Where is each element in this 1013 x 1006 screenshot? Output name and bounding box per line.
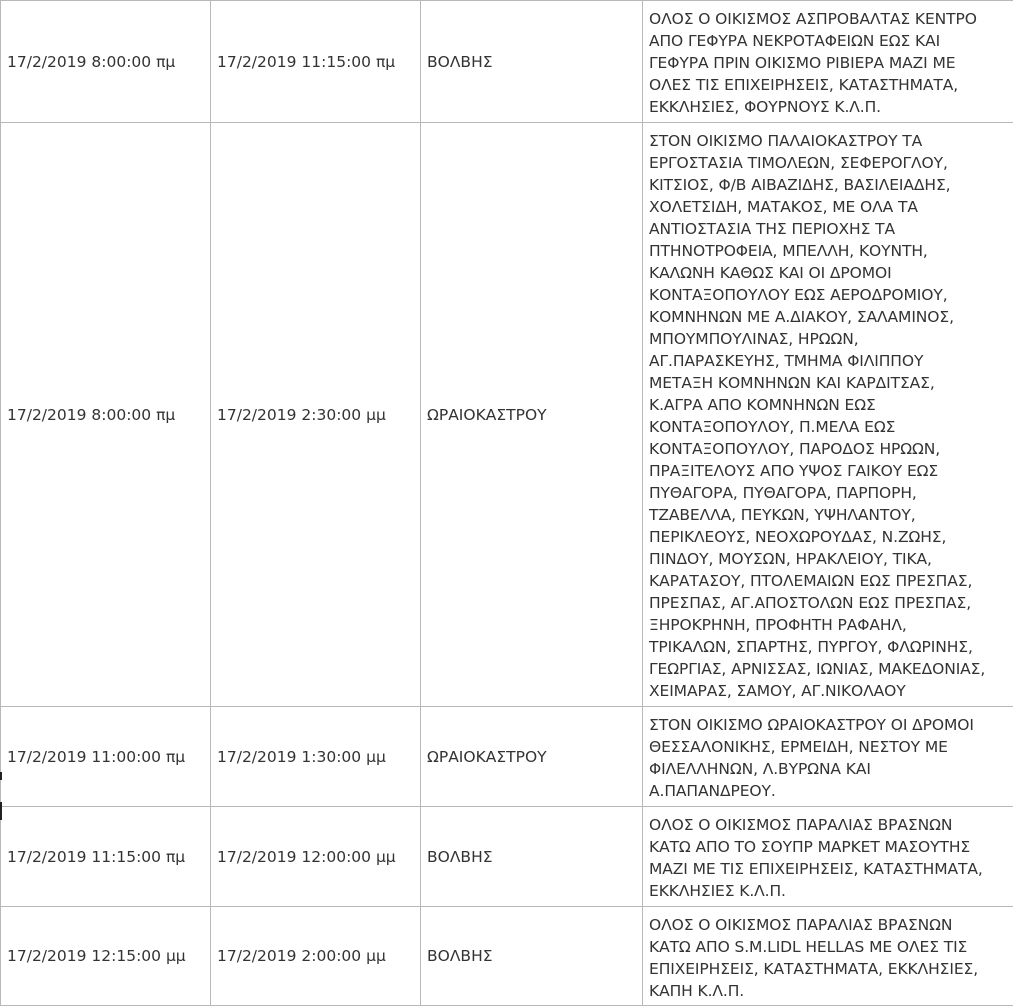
area-line: ΟΛΟΣ Ο ΟΙΚΙΣΜΟΣ ΑΣΠΡΟΒΑΛΤΑΣ ΚΕΝΤΡΟ [649, 8, 1007, 30]
municipality-cell: ΒΟΛΒΗΣ [421, 1, 643, 123]
area-line: ΚΟΝΤΑΞΟΠΟΥΛΟΥ ΕΩΣ ΑΕΡΟΔΡΟΜΙΟΥ, [649, 284, 1007, 306]
area-line: ΟΛΟΣ Ο ΟΙΚΙΣΜΟΣ ΠΑΡΑΛΙΑΣ ΒΡΑΣΝΩΝ [649, 914, 1007, 936]
area-line: ΠΙΝΔΟΥ, ΜΟΥΣΩΝ, ΗΡΑΚΛΕΙΟΥ, ΤΙΚΑ, [649, 548, 1007, 570]
end-time-cell: 17/2/2019 2:30:00 μμ [211, 123, 421, 707]
area-line: ΚΙΤΣΙΟΣ, Φ/Β ΑΙΒΑΖΙΔΗΣ, ΒΑΣΙΛΕΙΑΔΗΣ, [649, 174, 1007, 196]
area-line: ΑΝΤΙΟΣΤΑΣΙΑ ΤΗΣ ΠΕΡΙΟΧΗΣ ΤΑ [649, 218, 1007, 240]
affected-area-cell [643, 1, 1013, 123]
start-time-cell: 17/2/2019 11:15:00 πμ [1, 807, 211, 907]
end-time-cell: 17/2/2019 11:15:00 πμ [211, 1, 421, 123]
start-time-cell: 17/2/2019 8:00:00 πμ [1, 1, 211, 123]
area-line: ΑΓ.ΠΑΡΑΣΚΕΥΗΣ, ΤΜΗΜΑ ΦΙΛΙΠΠΟΥ [649, 350, 1007, 372]
start-time-cell: 17/2/2019 12:15:00 μμ [1, 907, 211, 1006]
area-line: ΜΑΖΙ ΜΕ ΤΙΣ ΕΠΙΧΕΙΡΗΣΕΙΣ, ΚΑΤΑΣΤΗΜΑΤΑ, [649, 858, 1007, 880]
area-line: ΠΕΡΙΚΛΕΟΥΣ, ΝΕΟΧΩΡΟΥΔΑΣ, Ν.ΖΩΗΣ, [649, 526, 1007, 548]
area-line: ΘΕΣΣΑΛΟΝΙΚΗΣ, ΕΡΜΕΙΔΗ, ΝΕΣΤΟΥ ΜΕ [649, 736, 1007, 758]
table-row [1, 907, 1013, 1006]
area-line: ΧΕΙΜΑΡΑΣ, ΣΑΜΟΥ, ΑΓ.ΝΙΚΟΛΑΟΥ [649, 680, 1007, 702]
area-line: ΚΑΠΗ Κ.Λ.Π. [649, 980, 1007, 1002]
area-line: ΕΚΚΛΗΣΙΕΣ, ΦΟΥΡΝΟΥΣ Κ.Λ.Π. [649, 96, 1007, 118]
area-line: ΤΖΑΒΕΛΛΑ, ΠΕΥΚΩΝ, ΥΨΗΛΑΝΤΟΥ, [649, 504, 1007, 526]
area-line: ΚΟΝΤΑΞΟΠΟΥΛΟΥ, ΠΑΡΟΔΟΣ ΗΡΩΩΝ, [649, 438, 1007, 460]
area-line: ΑΠΟ ΓΕΦΥΡΑ ΝΕΚΡΟΤΑΦΕΙΩΝ ΕΩΣ ΚΑΙ [649, 30, 1007, 52]
end-time-cell: 17/2/2019 2:00:00 μμ [211, 907, 421, 1006]
affected-area-cell [643, 707, 1013, 807]
start-time-cell: 17/2/2019 11:00:00 πμ [1, 707, 211, 807]
area-line: ΚΑΤΩ ΑΠΟ S.M.LIDL HELLAS ΜΕ ΟΛΕΣ ΤΙΣ [649, 936, 1007, 958]
end-time-cell: 17/2/2019 12:00:00 μμ [211, 807, 421, 907]
area-line: ΞΗΡΟΚΡΗΝΗ, ΠΡΟΦΗΤΗ ΡΑΦΑΗΛ, [649, 614, 1007, 636]
left-edge-mark [0, 802, 2, 820]
area-line: ΟΛΕΣ ΤΙΣ ΕΠΙΧΕΙΡΗΣΕΙΣ, ΚΑΤΑΣΤΗΜΑΤΑ, [649, 74, 1007, 96]
area-line: ΕΠΙΧΕΙΡΗΣΕΙΣ, ΚΑΤΑΣΤΗΜΑΤΑ, ΕΚΚΛΗΣΙΕΣ, [649, 958, 1007, 980]
table-row [1, 807, 1013, 907]
area-line: ΟΛΟΣ Ο ΟΙΚΙΣΜΟΣ ΠΑΡΑΛΙΑΣ ΒΡΑΣΝΩΝ [649, 814, 1007, 836]
area-line: ΣΤΟΝ ΟΙΚΙΣΜΟ ΠΑΛΑΙΟΚΑΣΤΡΟΥ ΤΑ [649, 130, 1007, 152]
area-line: ΠΡΕΣΠΑΣ, ΑΓ.ΑΠΟΣΤΟΛΩΝ ΕΩΣ ΠΡΕΣΠΑΣ, [649, 592, 1007, 614]
area-line: ΣΤΟΝ ΟΙΚΙΣΜΟ ΩΡΑΙΟΚΑΣΤΡΟΥ ΟΙ ΔΡΟΜΟΙ [649, 714, 1007, 736]
table-row [1, 123, 1013, 707]
area-line: ΦΙΛΕΛΛΗΝΩΝ, Λ.ΒΥΡΩΝΑ ΚΑΙ [649, 758, 1007, 780]
table-row [1, 1, 1013, 123]
left-edge-mark [0, 772, 2, 780]
area-line: ΠΥΘΑΓΟΡΑ, ΠΥΘΑΓΟΡΑ, ΠΑΡΠΟΡΗ, [649, 482, 1007, 504]
start-time-cell: 17/2/2019 8:00:00 πμ [1, 123, 211, 707]
area-line: ΚΟΜΝΗΝΩΝ ΜΕ Α.ΔΙΑΚΟΥ, ΣΑΛΑΜΙΝΟΣ, [649, 306, 1007, 328]
area-line: ΓΕΩΡΓΙΑΣ, ΑΡΝΙΣΣΑΣ, ΙΩΝΙΑΣ, ΜΑΚΕΔΟΝΙΑΣ, [649, 658, 1007, 680]
municipality-cell: ΒΟΛΒΗΣ [421, 807, 643, 907]
affected-area-cell [643, 907, 1013, 1006]
area-line: ΜΠΟΥΜΠΟΥΛΙΝΑΣ, ΗΡΩΩΝ, [649, 328, 1007, 350]
municipality-cell: ΒΟΛΒΗΣ [421, 907, 643, 1006]
affected-area-cell [643, 123, 1013, 707]
municipality-cell: ΩΡΑΙΟΚΑΣΤΡΟΥ [421, 707, 643, 807]
area-line: ΠΡΑΞΙΤΕΛΟΥΣ ΑΠΟ ΥΨΟΣ ΓΑΙΚΟΥ ΕΩΣ [649, 460, 1007, 482]
area-line: ΜΕΤΑΞΗ ΚΟΜΝΗΝΩΝ ΚΑΙ ΚΑΡΔΙΤΣΑΣ, [649, 372, 1007, 394]
area-line: ΚΟΝΤΑΞΟΠΟΥΛΟΥ, Π.ΜΕΛΑ ΕΩΣ [649, 416, 1007, 438]
municipality-cell: ΩΡΑΙΟΚΑΣΤΡΟΥ [421, 123, 643, 707]
end-time-cell: 17/2/2019 1:30:00 μμ [211, 707, 421, 807]
area-line: ΚΑΡΑΤΑΣΟΥ, ΠΤΟΛΕΜΑΙΩΝ ΕΩΣ ΠΡΕΣΠΑΣ, [649, 570, 1007, 592]
area-line: Α.ΠΑΠΑΝΔΡΕΟΥ. [649, 780, 1007, 802]
area-line: ΤΡΙΚΑΛΩΝ, ΣΠΑΡΤΗΣ, ΠΥΡΓΟΥ, ΦΛΩΡΙΝΗΣ, [649, 636, 1007, 658]
area-line: ΕΡΓΟΣΤΑΣΙΑ ΤΙΜΟΛΕΩΝ, ΣΕΦΕΡΟΓΛΟΥ, [649, 152, 1007, 174]
affected-area-cell [643, 807, 1013, 907]
area-line: ΧΟΛΕΤΣΙΔΗ, ΜΑΤΑΚΟΣ, ΜΕ ΟΛΑ ΤΑ [649, 196, 1007, 218]
area-line: ΚΑΤΩ ΑΠΟ ΤΟ ΣΟΥΠΡ ΜΑΡΚΕΤ ΜΑΣΟΥΤΗΣ [649, 836, 1007, 858]
table-row [1, 707, 1013, 807]
area-line: Κ.ΑΓΡΑ ΑΠΟ ΚΟΜΝΗΝΩΝ ΕΩΣ [649, 394, 1007, 416]
area-line: ΓΕΦΥΡΑ ΠΡΙΝ ΟΙΚΙΣΜΟ ΡΙΒΙΕΡΑ ΜΑΖΙ ΜΕ [649, 52, 1007, 74]
area-line: ΕΚΚΛΗΣΙΕΣ Κ.Λ.Π. [649, 880, 1007, 902]
area-line: ΠΤΗΝΟΤΡΟΦΕΙΑ, ΜΠΕΛΛΗ, ΚΟΥΝΤΗ, [649, 240, 1007, 262]
area-line: ΚΑΛΩΝΗ ΚΑΘΩΣ ΚΑΙ ΟΙ ΔΡΟΜΟΙ [649, 262, 1007, 284]
